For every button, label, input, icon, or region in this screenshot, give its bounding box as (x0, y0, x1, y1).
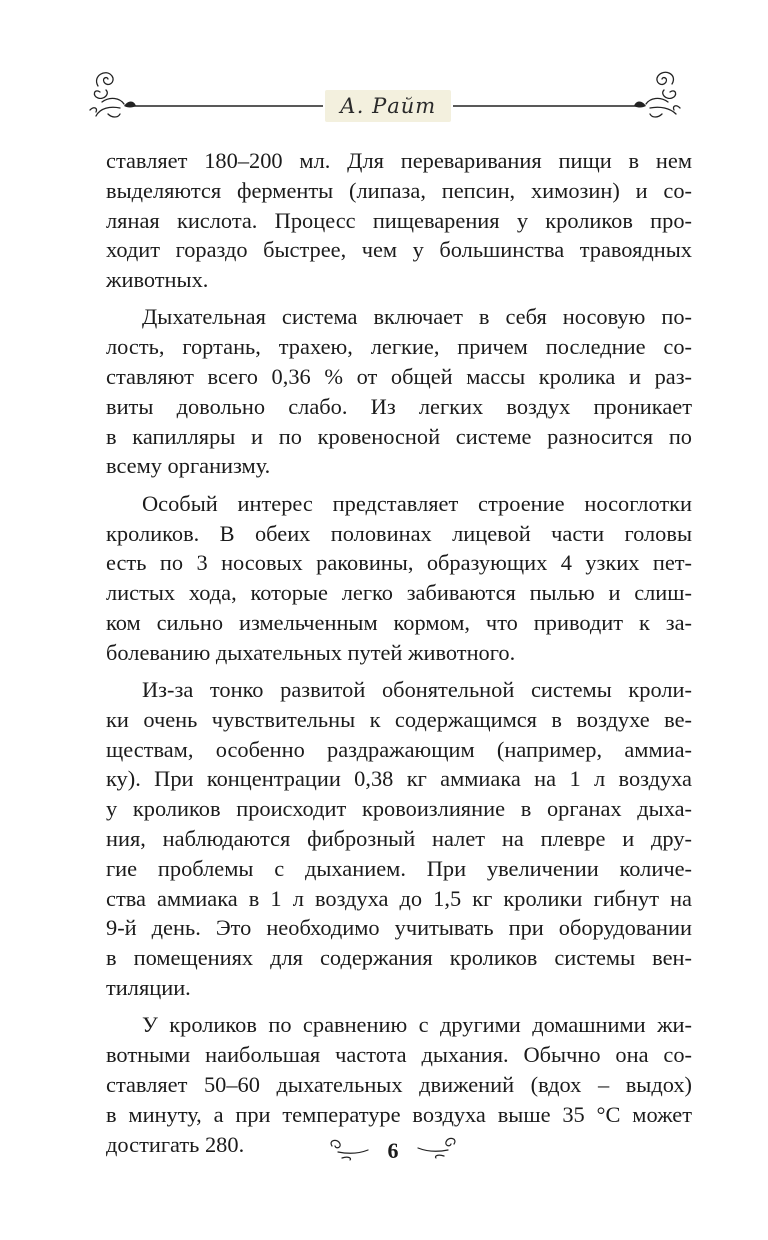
text-line: 9-й день. Это необходимо учитывать при оборудовании (106, 915, 692, 941)
text-line: ляная кислота. Процесс пищеварения у кроликов про- (106, 207, 692, 233)
text-line: ки очень чувствительны к содержащимся в воздухе ве- (106, 706, 692, 732)
text-line: в минуту, а при температуре воздуха выше 35 °С может (106, 1101, 692, 1127)
page-footer (318, 1132, 468, 1172)
paragraph (106, 489, 692, 668)
text-line: болеванию дыхательных путей животного. (106, 639, 516, 665)
text-line: кроликов. В обеих половинах лицевой части головы (106, 520, 692, 546)
text-line: вотными наибольшая частота дыхания. Обычно она со- (106, 1042, 692, 1068)
text-line: есть по 3 носовых раковины, образующих 4 узких пет- (106, 550, 692, 576)
text-line: ния, наблюдаются фиброзный налет на плевре и дру- (106, 826, 692, 852)
paragraph (106, 675, 692, 1003)
text-line: достигать 280. (106, 1131, 245, 1157)
running-header (80, 62, 690, 134)
text-line: У кроликов по сравнению с другими домашними жи- (142, 1012, 692, 1038)
text-line: виты довольно слабо. Из легких воздух проникает (106, 393, 692, 419)
text-line: у кроликов происходит кровоизлияние в органах дыха- (106, 796, 692, 822)
text-line: животных. (106, 267, 209, 293)
text-line: выделяются ферменты (липаза, пепсин, химозин) и со- (106, 177, 692, 203)
text-line: ку). При концентрации 0,38 кг аммиака на 1 л воздуха (106, 766, 692, 792)
text-line: ком сильно измельченным кормом, что приводит к за- (106, 609, 692, 635)
text-line: в капилляры и по кровеносной системе разносится по (106, 423, 692, 449)
text-line: Особый интерес представляет строение носоглотки (142, 490, 692, 516)
text-line: всему организму. (106, 453, 271, 479)
text-line: в помещениях для содержания кроликов системы вен- (106, 945, 692, 971)
text-line: листых хода, которые легко забиваются пылью и слиш- (106, 580, 692, 606)
text-line: ставляет 180–200 мл. Для переваривания пищи в нем (106, 148, 692, 173)
text-line: Из-за тонко развитой обонятельной системы кроли- (142, 677, 692, 703)
text-line: Дыхательная система включает в себя носовую по- (142, 304, 692, 330)
author-name: А. Райт (325, 90, 451, 122)
text-line: ставляет 50–60 дыхательных движений (вдох – выдох) (106, 1071, 692, 1097)
text-line: ществам, особенно раздражающим (например, аммиа- (106, 736, 692, 762)
paragraph (106, 302, 692, 481)
page-number: 6 (387, 1138, 399, 1163)
text-line: лость, гортань, трахею, легкие, причем последние со- (106, 334, 692, 360)
text-line: гие проблемы с дыханием. При увеличении количе- (106, 855, 692, 881)
text-line: тиляции. (106, 975, 191, 1001)
text-line: ства аммиака в 1 л воздуха до 1,5 кг кролики гибнут на (106, 885, 692, 911)
paragraph (106, 146, 692, 295)
text-line: ходит гораздо быстрее, чем у большинства травоядных (106, 237, 692, 263)
body-text (106, 146, 692, 1159)
text-line: ставляют всего 0,36 % от общей массы кролика и раз- (106, 364, 692, 390)
